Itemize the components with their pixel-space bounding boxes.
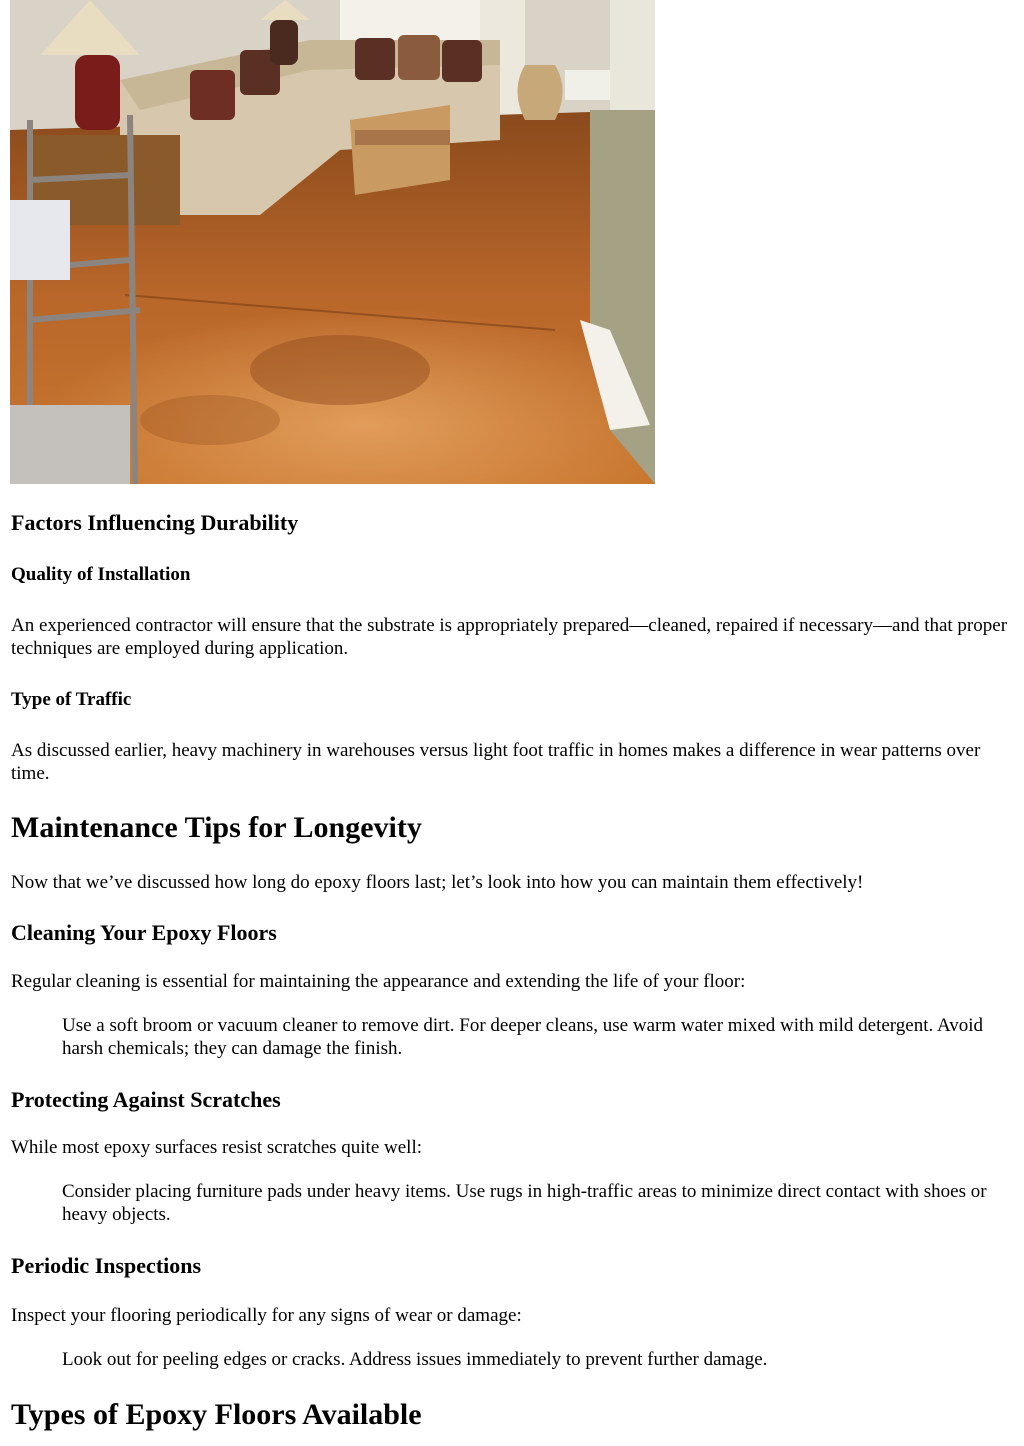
cleaning-quote: Use a soft broom or vacuum cleaner to remove dirt. For deeper cleans, use warm water mixed with mild detergent. Avoid harsh chemicals; they can damage the finish. bbox=[62, 1015, 984, 1059]
types-heading: Types of Epoxy Floors Available bbox=[11, 1398, 422, 1431]
inspections-heading: Periodic Inspections bbox=[11, 1253, 202, 1278]
inspections-quote: Look out for peeling edges or cracks. Address issues immediately to prevent further damage. bbox=[62, 1349, 768, 1370]
maintenance-intro: Now that we’ve discussed how long do epoxy floors last; let’s look into how you can maintain them effectively! bbox=[11, 872, 864, 893]
inspections-paragraph: Inspect your flooring periodically for any signs of wear or damage: bbox=[11, 1305, 522, 1326]
scratches-quote: Consider placing furniture pads under heavy items. Use rugs in high-traffic areas to minimize direct contact with shoes or heavy objects. bbox=[62, 1181, 987, 1225]
cleaning-heading: Cleaning Your Epoxy Floors bbox=[11, 920, 277, 945]
scratches-paragraph: While most epoxy surfaces resist scratches quite well: bbox=[11, 1137, 423, 1158]
maintenance-heading: Maintenance Tips for Longevity bbox=[11, 811, 422, 844]
traffic-paragraph: As discussed earlier, heavy machinery in warehouses versus light foot traffic in homes makes a difference in wear patterns over time. bbox=[11, 740, 981, 784]
floor-photo-illustration bbox=[10, 0, 655, 484]
quality-heading: Quality of Installation bbox=[11, 564, 191, 585]
traffic-heading: Type of Traffic bbox=[11, 689, 132, 710]
quality-paragraph: An experienced contractor will ensure that the substrate is appropriately prepared—cleaned, repaired if necessary—and that proper techniques are employed during application. bbox=[11, 615, 1008, 659]
cleaning-paragraph: Regular cleaning is essential for maintaining the appearance and extending the life of your floor: bbox=[11, 971, 746, 992]
floor-photo bbox=[10, 0, 655, 484]
factors-heading: Factors Influencing Durability bbox=[11, 510, 299, 535]
scratches-heading: Protecting Against Scratches bbox=[11, 1087, 281, 1112]
